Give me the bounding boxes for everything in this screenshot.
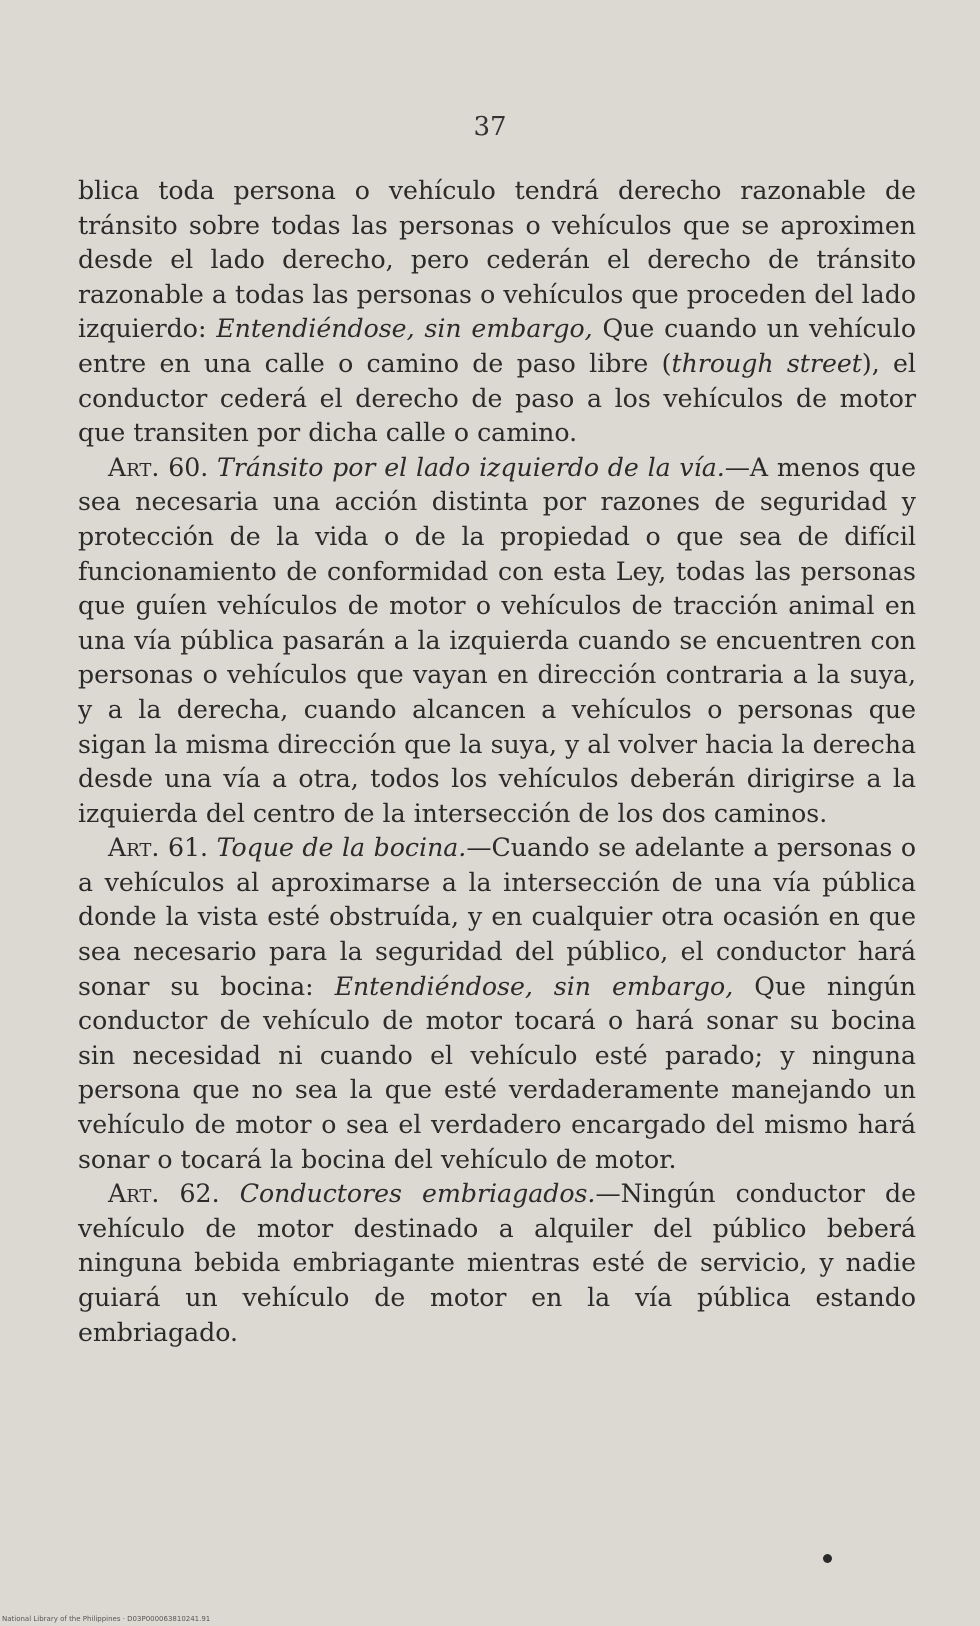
article-60-title: Tránsito por el lado izquierdo de la vía. (217, 452, 725, 482)
article-61-text-b: Que ningún conductor de vehículo de motor tocará o hará sonar su bocina sin necesidad ni cuando el vehículo esté parado; y ninguna persona que no sea la que esté verdaderamente manejando un vehículo de motor o sea el verdadero encargado del mismo hará sonar o tocará la bocina del vehículo de motor. (78, 971, 916, 1174)
article-62 (78, 1177, 916, 1350)
ink-dot (823, 1554, 832, 1563)
article-62-label: Art. 62. (108, 1179, 220, 1209)
footer-credit: National Library of the Philippines · D03P000063810241.91 (2, 1615, 211, 1623)
article-61-italic-a: Entendiéndose, sin embargo, (334, 971, 734, 1001)
article-60-label: Art. 60. (108, 452, 209, 482)
article-61-text-a: —Cuando se adelante a personas o a vehículos al aproximarse a la intersección de una vía pública donde la vista esté obstruída, y en cualquier otra ocasión en que sea necesario para la seguridad del público, el conductor hará sonar su bocina: (78, 833, 916, 1001)
article-60-text: —A menos que sea necesaria una acción distinta por razones de seguridad y protección de la vida o de la propiedad o que sea de difícil funcionamiento de conformidad con esta Ley, todas las personas que guíen vehículos de motor o vehículos de tracción animal en una vía pública pasarán a la izquierda cuando se encuentren con personas o vehículos que vayan en dirección contraria a la suya, y a la derecha, cuando alcancen a vehículos o personas que sigan la misma dirección que la suya, y al volver hacia la derecha desde una vía a otra, todos los vehículos deberán dirigirse a la izquierda del centro de la intersección de los dos caminos. (78, 452, 916, 828)
paragraph-1-italic-b: through street (671, 348, 862, 378)
paragraph-1-text-c: ), el conductor cederá el derecho de paso a los vehículos de motor que transiten por dicha calle o camino. (78, 348, 916, 448)
paragraph-1-text-b: Que cuando un vehículo entre en una calle o camino de paso libre ( (78, 314, 917, 378)
paragraph-continuation (78, 174, 916, 451)
article-60 (78, 451, 916, 832)
paragraph-1-italic-a: Entendiéndose, sin embargo, (216, 314, 593, 344)
article-62-title: Conductores embriagados. (239, 1179, 596, 1209)
article-61 (78, 831, 916, 1177)
page-number: 37 (473, 112, 507, 142)
article-61-label: Art. 61. (108, 833, 209, 863)
paragraph-1-text-a: blica toda persona o vehículo tendrá derecho razonable de tránsito sobre todas las personas o vehículos que se aproximen desde el lado derecho, pero cederán el derecho de tránsito razonable a todas las personas o vehículos que proceden del lado izquierdo: (78, 176, 916, 344)
article-62-text: —Ningún conductor de vehículo de motor destinado a alquiler del público beberá ninguna bebida embriagante mientras esté de servicio, y nadie guiará un vehículo de motor en la vía pública estando embriagado. (78, 1179, 916, 1347)
article-61-title: Toque de la bocina. (216, 833, 467, 863)
body-text (78, 174, 916, 1350)
